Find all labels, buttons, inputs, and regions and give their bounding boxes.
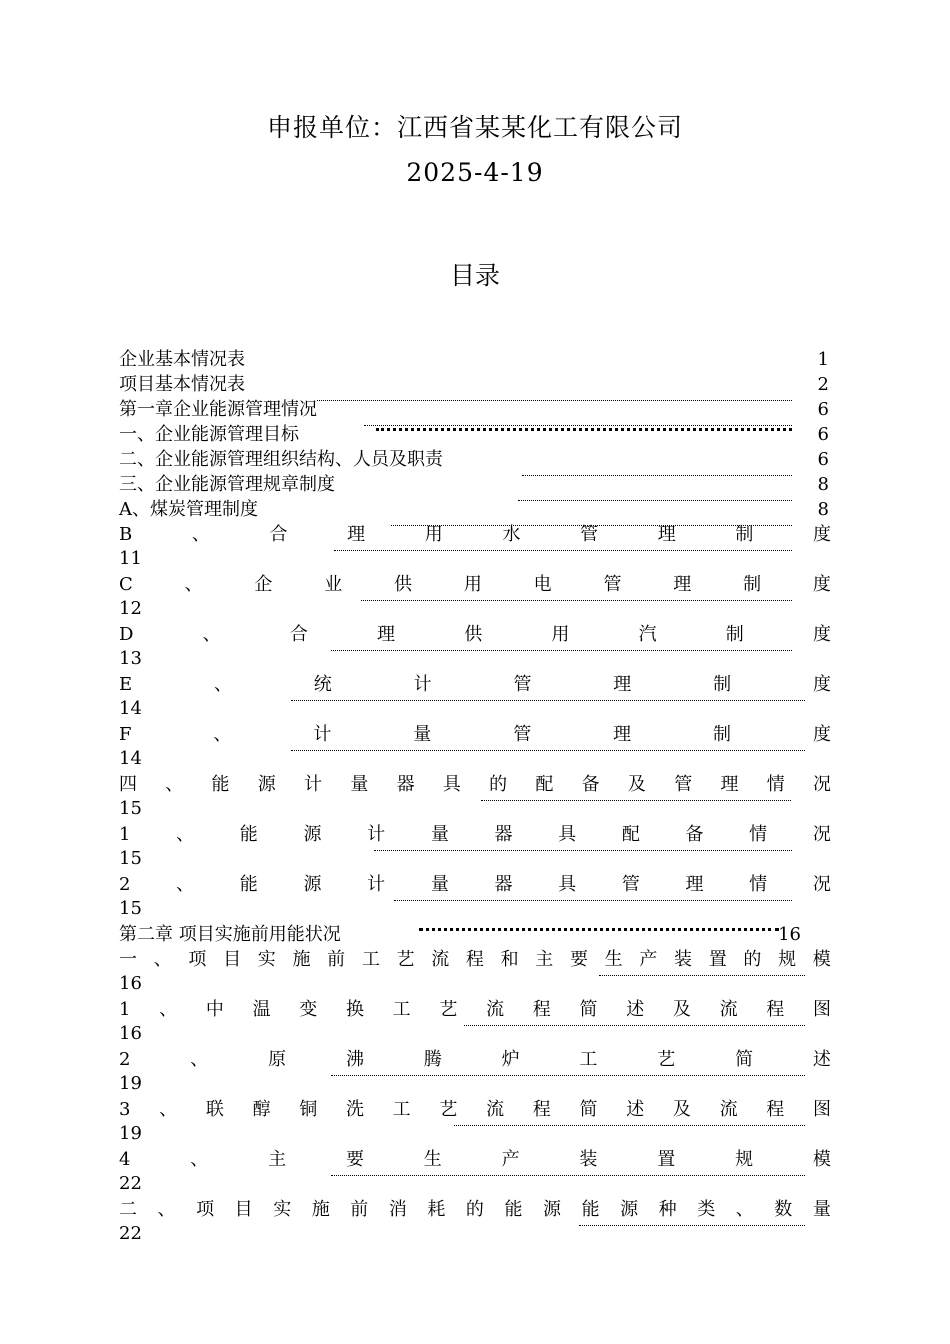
toc-leader-dots [376, 428, 792, 431]
toc-leader-dots [522, 475, 792, 476]
toc-entry-title: 二、企业能源管理组织结构、人员及职责 [119, 449, 443, 470]
toc-entry-title: 2 、 原 沸 腾 炉 工 艺 简 述 [119, 1049, 831, 1070]
toc-entry-title: 企业基本情况表 [119, 349, 245, 370]
toc-leader-dots [331, 650, 792, 651]
toc-entry-page: 15 [119, 898, 142, 919]
toc-entry-page: 8 [817, 474, 829, 495]
toc-leader-dots [454, 1125, 805, 1126]
toc-entry-page: 11 [119, 548, 142, 569]
toc-entry-title: D 、 合 理 供 用 汽 制 度 [119, 624, 831, 645]
toc-entry-page: 16 [119, 1023, 142, 1044]
toc-entry-page: 1 [817, 349, 829, 370]
toc-leader-dots [291, 700, 805, 701]
toc-entry-title: 4 、 主 要 生 产 装 置 规 模 [119, 1149, 831, 1170]
toc-leader-dots [374, 850, 792, 851]
toc-entry-page: 16 [778, 924, 801, 945]
toc-entry-title: 3 、 联 醇 铜 洗 工 艺 流 程 简 述 及 流 程 图 [119, 1099, 831, 1120]
toc-entry-page: 14 [119, 698, 142, 719]
toc-leader-dots [518, 500, 792, 501]
toc-entry-page: 2 [817, 374, 829, 395]
toc-entry-title: 三、企业能源管理规章制度 [119, 474, 335, 495]
toc-leader-dots [579, 1225, 805, 1226]
toc-entry-page: 22 [119, 1173, 142, 1194]
toc-entry-title: E 、 统 计 管 理 制 度 [119, 674, 831, 695]
toc-entry-title: 二 、 项 目 实 施 前 消 耗 的 能 源 能 源 种 类 、 数 量 [119, 1199, 831, 1220]
toc-entry-page: 16 [119, 973, 142, 994]
toc-entry-title: F 、 计 量 管 理 制 度 [119, 724, 831, 745]
toc-entry-page: 14 [119, 748, 142, 769]
toc-entry-page: 15 [119, 798, 142, 819]
toc-title: 目录 [449, 261, 500, 290]
toc-leader-dots [334, 550, 792, 551]
toc-leader-dots [331, 1175, 805, 1176]
toc-entry-page: 6 [817, 449, 829, 470]
report-date: 2025-4-19 [406, 158, 544, 187]
applicant-line: 申报单位：江西省某某化工有限公司 [266, 113, 683, 142]
toc-entry-title: A、煤炭管理制度 [119, 499, 258, 520]
toc-entry-title: B 、 合 理 用 水 管 理 制 度 [119, 524, 831, 545]
toc-entry-page: 15 [119, 848, 142, 869]
toc-entry-title: 1 、 能 源 计 量 器 具 配 备 情 况 [119, 824, 831, 845]
toc-leader-dots [481, 800, 791, 801]
toc-entry-page: 19 [119, 1123, 142, 1144]
toc-entry-page: 12 [119, 598, 142, 619]
toc-entry-page: 22 [119, 1223, 142, 1244]
toc-entry-title: 第二章 项目实施前用能状况 [119, 924, 341, 945]
toc-entry-title: C 、 企 业 供 用 电 管 理 制 度 [119, 574, 831, 595]
toc-entry-page: 13 [119, 648, 142, 669]
toc-entry-page: 6 [817, 399, 829, 420]
toc-leader-dots [464, 1025, 805, 1026]
toc-entry-title: 一、企业能源管理目标 [119, 424, 299, 445]
toc-leader-dots [331, 1075, 805, 1076]
toc-entry-title: 第一章企业能源管理情况 [119, 399, 317, 420]
toc-entry-page: 6 [817, 424, 829, 445]
toc-entry-title: 1 、 中 温 变 换 工 艺 流 程 简 述 及 流 程 图 [119, 999, 831, 1020]
toc-leader-dots [364, 425, 792, 426]
toc-leader-dots [394, 900, 792, 901]
toc-leader-dots [361, 600, 792, 601]
toc-entry-title: 2 、 能 源 计 量 器 具 管 理 情 况 [119, 874, 831, 895]
toc-entry-title: 一 、 项 目 实 施 前 工 艺 流 程 和 主 要 生 产 装 置 的 规 模 [119, 949, 831, 970]
toc-leader-dots [317, 400, 792, 401]
toc-leader-dots [599, 975, 805, 976]
toc-leader-dots [419, 928, 779, 931]
toc-entry-page: 8 [817, 499, 829, 520]
toc-entry-title: 四 、 能 源 计 量 器 具 的 配 备 及 管 理 情 况 [119, 774, 831, 795]
toc-entry-title: 项目基本情况表 [119, 374, 245, 395]
toc-entry-page: 19 [119, 1073, 142, 1094]
toc-leader-dots [291, 750, 805, 751]
